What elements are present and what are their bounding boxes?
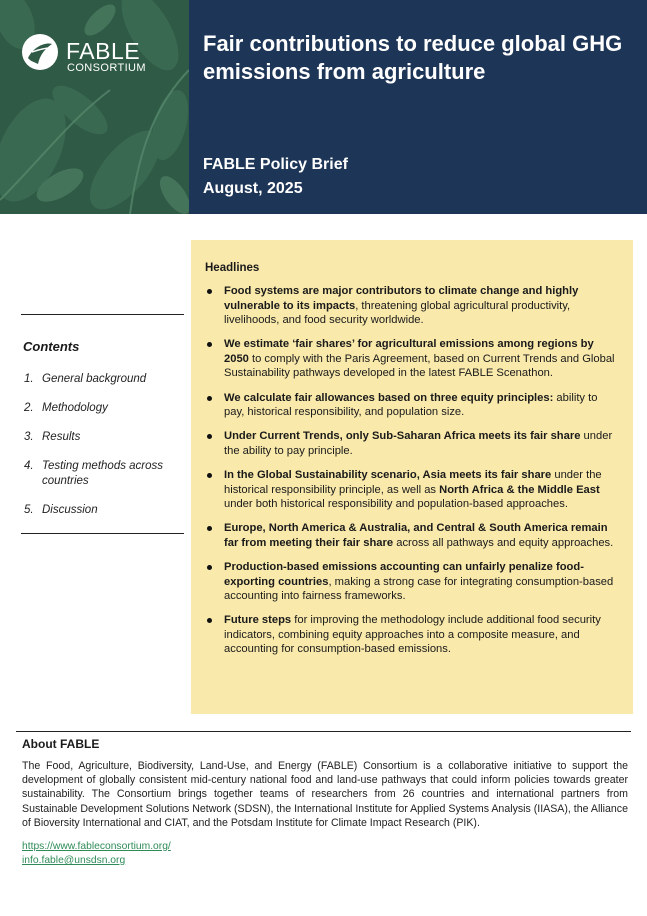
headline-emphasis: We calculate fair allowances based on three equity principles: <box>224 391 554 404</box>
logo-subtitle: CONSORTIUM <box>67 62 146 74</box>
contents-item-label: Methodology <box>42 402 108 414</box>
email-link[interactable]: info.fable@unsdsn.org <box>22 855 126 867</box>
headline-text: , making a strong case for integrating consumption-based accounting into fairness frameworks. <box>224 575 614 603</box>
contents-item-label: Discussion <box>42 504 98 516</box>
headline-emphasis: In the Global Sustainability scenario, Asia meets its fair share <box>224 468 552 481</box>
contents-item[interactable] <box>21 459 184 489</box>
header-title-panel <box>189 0 647 214</box>
table-of-contents <box>21 314 184 534</box>
headline-item <box>205 613 619 657</box>
headline-text: for improving the methodology include additional food security indicators, combining equity approaches into a composite measure, and accounting for consumption-based emissions. <box>224 614 601 656</box>
contents-item[interactable] <box>21 372 184 387</box>
headlines-box <box>191 240 633 714</box>
header-banner-image <box>0 0 189 214</box>
document-title: Fair contributions to reduce global GHG emissions from agriculture <box>203 31 623 84</box>
headlines-list <box>205 284 619 657</box>
contents-item-number: 3. <box>24 431 34 443</box>
contents-item-label: General background <box>42 373 147 385</box>
headline-text: to comply with the Paris Agreement, based on Current Trends and Global Sustainability pathways developed in the latest FABLE Scenathon. <box>224 352 615 380</box>
contents-item-number: 5. <box>24 504 34 516</box>
contents-item-number: 2. <box>24 402 34 414</box>
website-link[interactable]: https://www.fableconsortium.org/ <box>22 841 171 853</box>
headline-emphasis: We estimate ‘fair shares’ for agricultural emissions among regions by 2050 <box>224 338 594 365</box>
headline-emphasis: Production-based emissions accounting can unfairly penalize food-exporting countries <box>224 560 584 588</box>
about-paragraph: The Food, Agriculture, Biodiversity, Land-Use, and Energy (FABLE) Consortium is a collaborative initiative to support the development of globally consistent mid-century national food and land-use pathways that could inform policies towards greater sustainability. The Consortium brings together teams of researchers from 26 countries and international partners from Sustainable Development Solutions Network (SDSN), the International Institute for Applied Systems Analysis (IIASA), the Alliance of Bioversity International and CIAT, and the Potsdam Institute for Climate Impact Research (PIK). <box>22 760 628 829</box>
fable-logo[interactable] <box>20 32 170 76</box>
about-heading: About FABLE <box>22 737 100 751</box>
document-date: August, 2025 <box>203 180 303 197</box>
headline-item <box>205 560 619 604</box>
contents-item-label: Testing methods across countries <box>42 460 164 487</box>
contents-heading: Contents <box>23 339 80 354</box>
headline-item <box>205 337 619 381</box>
headline-emphasis: North Africa & the Middle East <box>439 483 600 496</box>
contents-top-divider <box>21 314 184 315</box>
contents-item-label: Results <box>42 431 81 443</box>
document-series: FABLE Policy Brief <box>203 156 348 173</box>
contents-item-number: 1. <box>24 373 34 385</box>
contents-item[interactable] <box>21 430 184 445</box>
contents-item[interactable] <box>21 503 184 518</box>
headline-text: ability to pay, historical responsibility, and population size. <box>224 391 598 419</box>
logo-wordmark: FABLE <box>66 38 141 64</box>
contents-list <box>21 372 184 518</box>
about-section <box>22 737 628 868</box>
about-divider <box>16 731 631 732</box>
headline-item <box>205 284 619 328</box>
headline-text: , threatening global agricultural productivity, livelihoods, and food security worldwide. <box>224 299 571 327</box>
headline-emphasis: Food systems are major contributors to climate change and highly vulnerable to its impacts <box>224 285 579 312</box>
headline-text: under the ability to pay principle. <box>224 430 613 457</box>
headline-emphasis: Future steps <box>224 614 292 627</box>
contents-item[interactable] <box>21 401 184 416</box>
headline-emphasis: Under Current Trends, only Sub-Saharan Africa meets its fair share <box>224 430 581 443</box>
headline-item <box>205 429 619 458</box>
contents-bottom-divider <box>21 533 184 534</box>
contents-item-number: 4. <box>24 460 34 472</box>
headline-item <box>205 468 619 512</box>
headline-text: under both historical responsibility and population-based approaches. <box>224 498 568 511</box>
headline-item <box>205 521 619 550</box>
headline-text: across all pathways and equity approaches. <box>393 536 614 549</box>
headlines-heading: Headlines <box>205 262 260 274</box>
headline-item <box>205 391 619 420</box>
fable-logo-icon <box>20 32 60 72</box>
headline-emphasis: Europe, North America & Australia, and Central & South America remain far from meeting their fair share <box>224 522 608 549</box>
headline-text: under the historical responsibility principle, as well as <box>224 468 602 496</box>
